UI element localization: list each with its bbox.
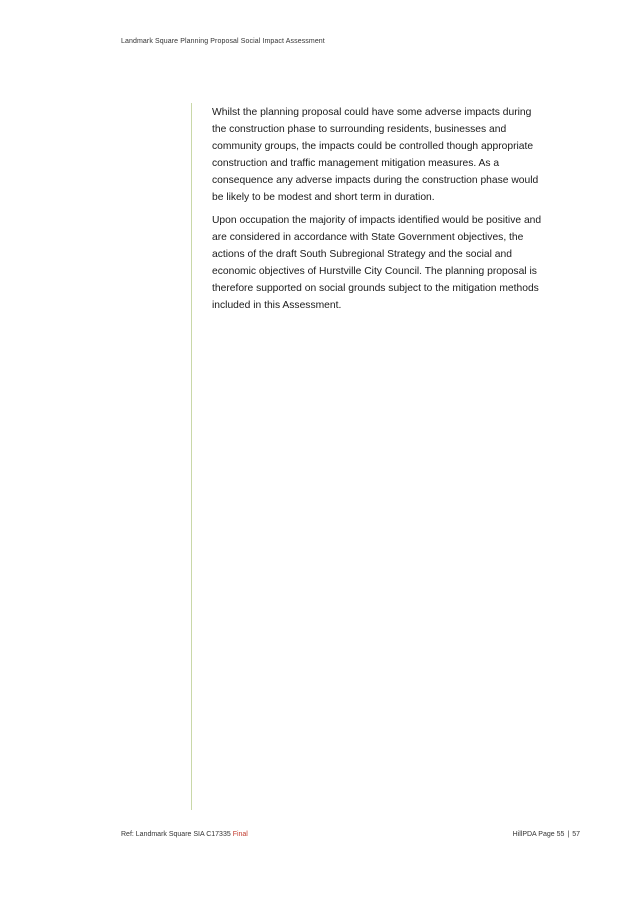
footer-page-number bbox=[513, 831, 580, 838]
footer-total-pages: 57 bbox=[572, 831, 580, 838]
margin-rule bbox=[191, 103, 192, 810]
footer-status: Final bbox=[232, 831, 248, 838]
footer-reference bbox=[121, 831, 248, 838]
footer-org-page: HillPDA Page 55 bbox=[512, 831, 565, 838]
body-text bbox=[212, 104, 546, 320]
paragraph-construction-impacts: Whilst the planning proposal could have some adverse impacts during the construction phase to surrounding residents, businesses and community groups, the impacts could be controlled though appropriate construction and traffic management mitigation measures. As a consequence any adverse impacts during the construction phase would be likely to be modest and short term in duration. bbox=[212, 107, 539, 203]
running-header: Landmark Square Planning Proposal Social Impact Assessment bbox=[121, 38, 325, 45]
footer-ref-text: Ref: Landmark Square SIA C17335 bbox=[121, 831, 231, 838]
paragraph-occupation-impacts: Upon occupation the majority of impacts identified would be positive and are considered in accordance with State Government objectives, the actions of the draft South Subregional Strategy and the social and economic objectives of Hurstville City Council. The planning proposal is therefore supported on social grounds subject to the mitigation methods included in this Assessment. bbox=[212, 215, 542, 311]
footer-separator: | bbox=[567, 831, 570, 838]
